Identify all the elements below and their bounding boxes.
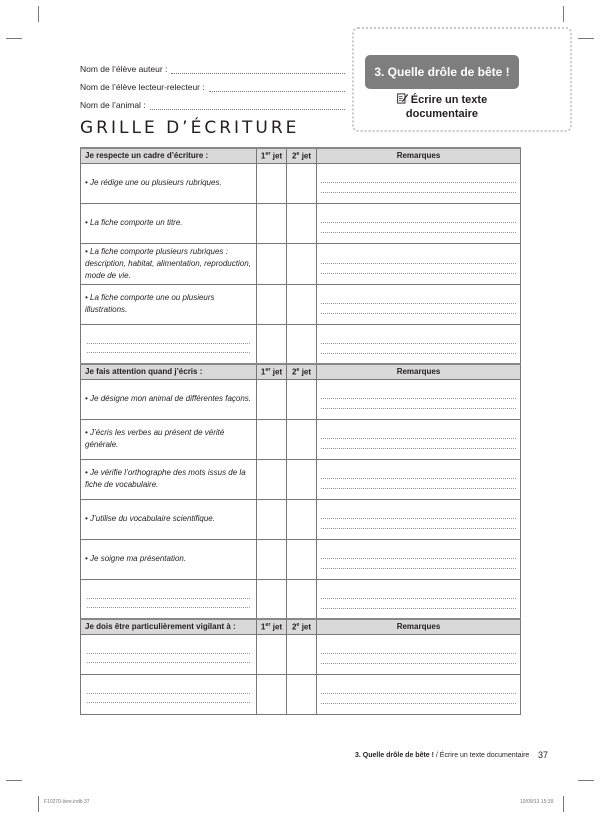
- writing-line: [321, 294, 516, 304]
- section-header: [81, 364, 521, 379]
- section-header: [81, 619, 521, 634]
- criterion-cell: • Je rédige une ou plusieurs rubriques.: [81, 163, 257, 203]
- criterion-cell: • La fiche comporte un titre.: [81, 203, 257, 243]
- criterion-row: [81, 243, 521, 284]
- jet-word: jet: [270, 151, 283, 161]
- jet-word: jet: [299, 151, 312, 161]
- criterion-cell[interactable]: [81, 579, 257, 619]
- remarks-cell[interactable]: [317, 539, 521, 579]
- remarks-header: Remarques: [317, 364, 521, 379]
- writing-line: [321, 223, 516, 233]
- first-draft-check[interactable]: [257, 324, 287, 364]
- criterion-row: [81, 499, 521, 539]
- page-footer: [355, 752, 529, 759]
- first-draft-check[interactable]: [257, 539, 287, 579]
- author-label: Nom de l’élève auteur :: [80, 64, 168, 74]
- jet-number: 2: [291, 622, 297, 632]
- criterion-cell: • Je désigne mon animal de différentes façons.: [81, 379, 257, 419]
- criterion-cell: • J’utilise du vocabulaire scientifique.: [81, 499, 257, 539]
- remarks-cell[interactable]: [317, 419, 521, 459]
- writing-line: [321, 479, 516, 489]
- first-draft-check[interactable]: [257, 203, 287, 243]
- writing-line: [321, 429, 516, 439]
- writing-line: [321, 694, 516, 704]
- jet-suffix: e: [296, 621, 300, 628]
- criterion-cell: • Je soigne ma présentation.: [81, 539, 257, 579]
- writing-line: [321, 469, 516, 479]
- second-draft-check[interactable]: [287, 459, 317, 499]
- second-draft-check[interactable]: [287, 203, 317, 243]
- writing-line: [321, 439, 516, 449]
- writing-line: [321, 173, 516, 183]
- crop-mark: [38, 796, 39, 812]
- chapter-header: 3. Quelle drôle de bête !: [365, 55, 519, 89]
- first-draft-check[interactable]: [257, 499, 287, 539]
- first-draft-header: [257, 148, 287, 163]
- jet-word: jet: [270, 622, 283, 632]
- author-field[interactable]: [80, 56, 345, 74]
- second-draft-check[interactable]: [287, 499, 317, 539]
- print-slug-right: 10/09/13 15:39: [520, 799, 554, 805]
- jet-number: 2: [291, 151, 297, 161]
- crop-mark: [563, 796, 564, 812]
- remarks-cell[interactable]: [317, 243, 521, 284]
- writing-line: [321, 334, 516, 344]
- animal-line[interactable]: [150, 101, 345, 110]
- remarks-cell[interactable]: [317, 459, 521, 499]
- second-draft-check[interactable]: [287, 379, 317, 419]
- jet-number: 1: [260, 367, 266, 377]
- second-draft-check[interactable]: [287, 634, 317, 674]
- second-draft-check[interactable]: [287, 674, 317, 714]
- writing-line: [321, 644, 516, 654]
- page-number: 37: [538, 750, 549, 760]
- remarks-cell[interactable]: [317, 579, 521, 619]
- second-draft-header: [287, 364, 317, 379]
- criterion-row: [81, 419, 521, 459]
- criterion-cell: • La fiche comporte une ou plusieurs illustrations.: [81, 284, 257, 324]
- writing-line: [87, 335, 250, 344]
- writing-line: [321, 549, 516, 559]
- crop-mark: [6, 38, 22, 39]
- criterion-row: [81, 459, 521, 499]
- writing-line: [87, 344, 250, 353]
- criterion-row: [81, 539, 521, 579]
- remarks-header: Remarques: [317, 148, 521, 163]
- first-draft-check[interactable]: [257, 284, 287, 324]
- remarks-cell[interactable]: [317, 634, 521, 674]
- remarks-cell[interactable]: [317, 203, 521, 243]
- jet-word: jet: [299, 622, 312, 632]
- crop-mark: [578, 38, 594, 39]
- page-title: GRILLE D’ÉCRITURE: [80, 118, 300, 138]
- pencil-page-icon: [397, 93, 408, 104]
- remarks-cell[interactable]: [317, 284, 521, 324]
- writing-line: [321, 509, 516, 519]
- first-draft-header: [257, 364, 287, 379]
- writing-grid: [80, 147, 521, 715]
- first-draft-check[interactable]: [257, 459, 287, 499]
- criterion-row: [81, 634, 521, 674]
- writing-line: [321, 254, 516, 264]
- writing-line: [321, 589, 516, 599]
- crop-mark: [38, 6, 39, 22]
- second-draft-check[interactable]: [287, 243, 317, 284]
- chapter-subtitle: [365, 93, 519, 121]
- criterion-cell[interactable]: [81, 674, 257, 714]
- jet-word: jet: [299, 367, 312, 377]
- writing-line: [87, 654, 250, 663]
- second-draft-check[interactable]: [287, 579, 317, 619]
- second-draft-check[interactable]: [287, 163, 317, 203]
- writing-line: [321, 389, 516, 399]
- jet-suffix: er: [265, 621, 271, 628]
- criterion-row: [81, 163, 521, 203]
- second-draft-check[interactable]: [287, 284, 317, 324]
- writing-line: [321, 399, 516, 409]
- writing-line: [87, 694, 250, 703]
- first-draft-check[interactable]: [257, 163, 287, 203]
- criterion-row: [81, 324, 521, 364]
- section-heading: Je fais attention quand j’écris :: [81, 364, 257, 379]
- writing-line: [87, 645, 250, 654]
- second-draft-header: [287, 148, 317, 163]
- second-draft-check[interactable]: [287, 324, 317, 364]
- writing-line: [321, 183, 516, 193]
- writing-line: [87, 599, 250, 608]
- writing-line: [321, 344, 516, 354]
- remarks-cell[interactable]: [317, 163, 521, 203]
- author-line[interactable]: [171, 65, 345, 74]
- writing-line: [321, 213, 516, 223]
- writing-line: [321, 559, 516, 569]
- remarks-cell[interactable]: [317, 674, 521, 714]
- writing-line: [321, 304, 516, 314]
- jet-word: jet: [270, 367, 283, 377]
- first-draft-check[interactable]: [257, 579, 287, 619]
- second-draft-header: [287, 619, 317, 634]
- criterion-row: [81, 579, 521, 619]
- remarks-cell[interactable]: [317, 499, 521, 539]
- section-heading: Je dois être particulièrement vigilant à :: [81, 619, 257, 634]
- first-draft-header: [257, 619, 287, 634]
- crop-mark: [6, 780, 22, 781]
- jet-suffix: e: [296, 366, 300, 373]
- remarks-cell[interactable]: [317, 324, 521, 364]
- remarks-header: Remarques: [317, 619, 521, 634]
- first-draft-check[interactable]: [257, 674, 287, 714]
- animal-field[interactable]: [80, 92, 345, 110]
- criterion-cell: • J’écris les verbes au présent de vérité générale.: [81, 419, 257, 459]
- criterion-cell[interactable]: [81, 634, 257, 674]
- jet-suffix: e: [296, 150, 300, 157]
- first-draft-check[interactable]: [257, 419, 287, 459]
- criterion-cell: • Je vérifie l’orthographe des mots issus de la fiche de vocabulaire.: [81, 459, 257, 499]
- crop-mark: [578, 780, 594, 781]
- section-heading: Je respecte un cadre d’écriture :: [81, 148, 257, 163]
- writing-line: [321, 519, 516, 529]
- writing-line: [87, 590, 250, 599]
- criterion-row: [81, 284, 521, 324]
- writing-line: [321, 684, 516, 694]
- first-draft-check[interactable]: [257, 379, 287, 419]
- writing-line: [87, 685, 250, 694]
- jet-suffix: er: [265, 366, 271, 373]
- print-slug-left: F10270-livre.indb 37: [44, 799, 90, 805]
- reader-label: Nom de l’élève lecteur-relecteur :: [80, 82, 205, 92]
- animal-label: Nom de l’animal :: [80, 100, 146, 110]
- jet-suffix: er: [265, 150, 271, 157]
- chapter-subtitle-line1: Écrire un texte: [410, 94, 488, 106]
- second-draft-check[interactable]: [287, 539, 317, 579]
- section-header: [81, 148, 521, 163]
- jet-number: 1: [260, 151, 266, 161]
- jet-number: 2: [291, 367, 297, 377]
- footer-section: / Écrire un texte documentaire: [433, 752, 530, 759]
- writing-line: [321, 599, 516, 609]
- second-draft-check[interactable]: [287, 419, 317, 459]
- reader-line[interactable]: [209, 83, 345, 92]
- name-fields: [80, 56, 345, 110]
- first-draft-check[interactable]: [257, 634, 287, 674]
- writing-line: [321, 654, 516, 664]
- criterion-cell[interactable]: [81, 324, 257, 364]
- first-draft-check[interactable]: [257, 243, 287, 284]
- crop-mark: [563, 6, 564, 22]
- criterion-row: [81, 379, 521, 419]
- criterion-row: [81, 674, 521, 714]
- writing-line: [321, 264, 516, 274]
- jet-number: 1: [260, 622, 266, 632]
- reader-field[interactable]: [80, 74, 345, 92]
- criterion-row: [81, 203, 521, 243]
- footer-chapter: 3. Quelle drôle de bête !: [355, 752, 434, 759]
- chapter-subtitle-line2: documentaire: [405, 108, 479, 120]
- criterion-cell: • La fiche comporte plusieurs rubriques : description, habitat, alimentation, reproduction, mode de vie.: [81, 243, 257, 284]
- remarks-cell[interactable]: [317, 379, 521, 419]
